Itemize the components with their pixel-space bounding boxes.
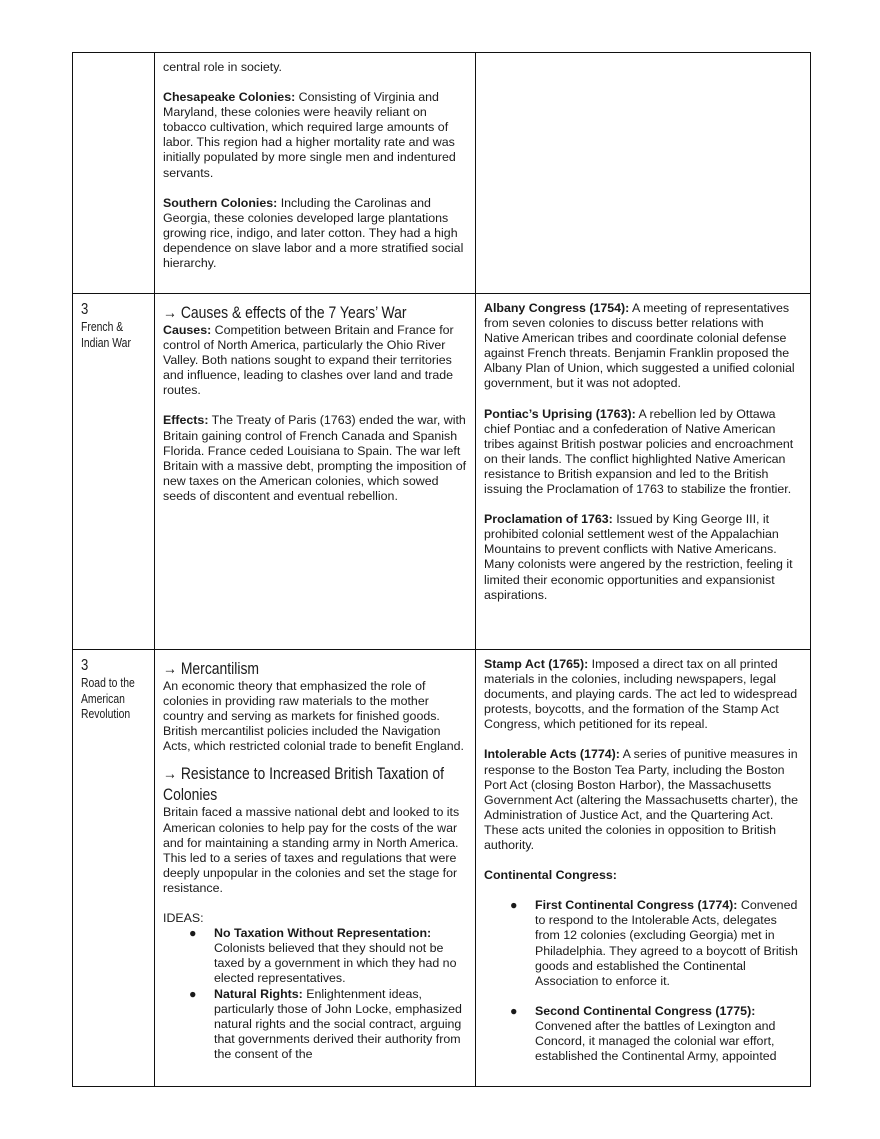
resistance-text: Britain faced a massive national debt and looked to its American colonies to help pay for the costs of the war and for maintaining a standing army in North America. This led to a series of taxes and regulations that were deeply unpopular in the colonies and set the stage for resistance. [163,805,460,895]
congress-list [484,898,802,1064]
events-cell [476,53,811,294]
ideas-label: IDEAS: [163,911,204,926]
topic-cell [155,650,476,1087]
mercantilism-text: An economic theory that emphasized the role of colonies in providing raw materials to the mother country and serving as markets for finished goods. British mercantilist policies included the Navigation Acts, which restricted colonial trade to benefit England. [163,679,464,754]
entry-effects: Effects: The Treaty of Paris (1763) ended the war, with Britain gaining control of French Canada and Spanish Florida. France ceded Louisiana to Spain. The war left Britain with a massive debt, prompting the imposition of new taxes on the American colonies, which sowed seeds of discontent and eventual rebellion. [163,413,467,503]
entry-intolerable-acts: Intolerable Acts (1774): A series of punitive measures in response to the Boston Tea Party, including the Boston Port Act (closing Boston Harbor), the Massachusetts Government Act (altering the Massachusetts charter), the Administration of Justice Act, and the Quartering Act. These acts united the colonies in opposition to British authority. [484,747,799,853]
unit-title: Road to the American Revolution [81,675,135,721]
topic-cell [155,294,476,650]
unit-number: 3 [81,657,89,674]
entry-stamp-act: Stamp Act (1765): Imposed a direct tax on all printed materials in the colonies, including newspapers, legal documents, and playing cards. The act led to widespread protests, boycotts, and the formation of the Stamp Act Congress, which petitioned for its repeal. [484,657,798,732]
bullet-icon: ● [510,1003,518,1018]
table-row [73,650,811,1087]
unit-cell [73,294,155,650]
table-row [73,294,811,650]
unit-cell [73,53,155,294]
list-item: ● No Taxation Without Representation: Colonists believed that they should not be taxed by a government in which they had no elected representatives. [189,926,457,986]
unit-number: 3 [81,301,89,318]
entry-causes: Causes: Competition between Britain and France for control of North America, particularly the Ohio River Valley. Both nations sought to expand their territories and influence, leading to clashes over land and trade routes. [163,323,454,398]
entry-pontiacs-uprising: Pontiac’s Uprising (1763): A rebellion led by Ottawa chief Pontiac and a confederation of Native American tribes against British postwar policies and encroachment on their lands. The conflict highlighted Native American resistance to British expansion and led to the British issuing the Proclamation of 1763 to stabilize the frontier. [484,406,794,497]
entry-proclamation-1763: Proclamation of 1763: Issued by King George III, it prohibited colonial settlement west of the Appalachian Mountains to prevent conflicts with Native Americans. Many colonists were angered by the restriction, feeling it limited their economic opportunities and expansionist aspirations. [484,512,793,602]
entry-southern: Southern Colonies: Including the Carolinas and Georgia, these colonies developed large plantations growing rice, indigo, and later cotton. They had a high dependence on slave labor and a more stratified social hierarchy. [163,195,464,271]
entry-term: Chesapeake Colonies: [163,90,296,105]
unit-title: French & Indian War [81,319,131,350]
entry-term: Southern Colonies: [163,195,278,210]
events-cell [476,294,811,650]
section-heading-resistance: → Resistance to Increased British Taxation of Colonies [163,764,445,805]
events-cell [476,650,811,1087]
table-row [73,53,811,294]
bullet-icon: ● [189,986,197,1001]
topic-cell [155,53,476,294]
list-item: ● Second Continental Congress (1775): Convened after the battles of Lexington and Concord, it managed the colonial war effort, established the Continental Army, appointed [510,1003,777,1064]
continental-congress-label: Continental Congress: [484,868,617,883]
continuation-text: central role in society. [163,60,282,74]
notes-table [72,52,811,1087]
section-heading-mercantilism: → Mercantilism [163,659,260,678]
bullet-icon: ● [189,926,197,941]
section-heading: → Causes & effects of the 7 Years’ War [163,303,407,322]
entry-chesapeake: Chesapeake Colonies: Consisting of Virginia and Maryland, these colonies were heavily reliant on tobacco cultivation, which required large amounts of labor. This region had a higher mortality rate and was initially populated by more single men and indentured servants. [163,90,456,180]
ideas-list [163,926,467,1062]
bullet-icon: ● [510,898,518,913]
list-item: ● First Continental Congress (1774): Convened to respond to the Intolerable Acts, delegates from 12 colonies (excluding Georgia) met in Philadelphia. They agreed to a boycott of British goods and established the Continental Association to enforce it. [510,898,798,988]
unit-cell [73,650,155,1087]
list-item: ● Natural Rights: Enlightenment ideas, particularly those of John Locke, emphasized natural rights and the social contract, arguing that governments derived their authority from the consent of the [189,986,462,1061]
entry-albany-congress: Albany Congress (1754): A meeting of representatives from seven colonies to discuss better relations with Native American tribes and coordinate colonial defense against French threats. Benjamin Franklin proposed the Albany Plan of Union, which suggested a unified colonial government, but it was not adopted. [484,301,795,391]
